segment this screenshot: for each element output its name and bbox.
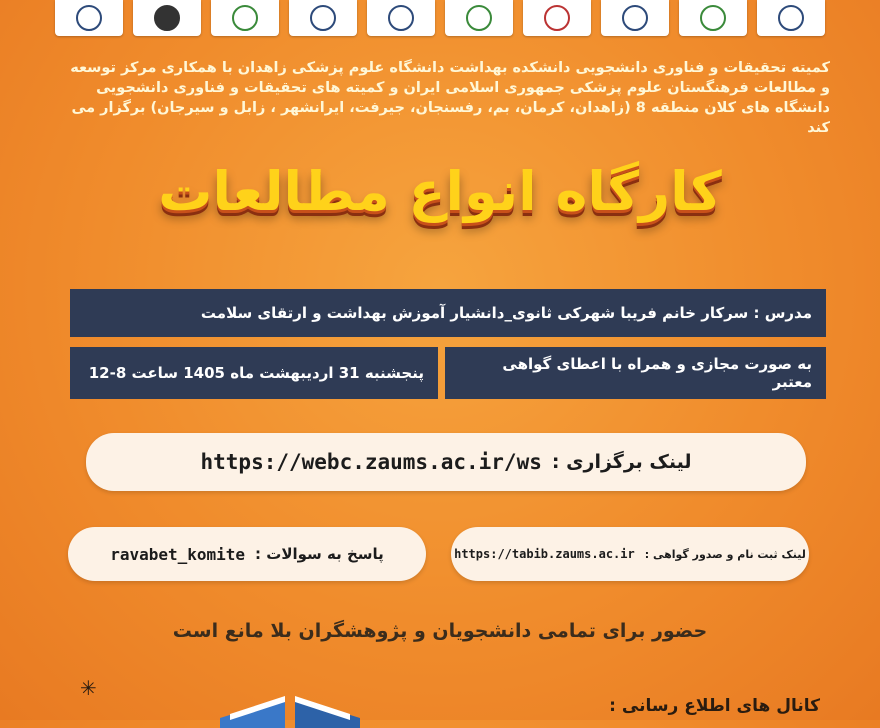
sponsor-logo (55, 0, 123, 36)
sponsor-logo (445, 0, 513, 36)
mode-bar (445, 347, 826, 399)
sparkle-icon: ✳ (80, 676, 97, 700)
logo-strip (0, 0, 880, 44)
sponsor-logo (757, 0, 825, 36)
instructor-bar (70, 289, 826, 337)
presence-note: حضور برای تمامی دانشجویان و پژوهشگران بلا مانع است (172, 620, 708, 642)
sponsor-logo (367, 0, 435, 36)
book-icon (210, 668, 370, 728)
intro-text (50, 58, 830, 138)
questions-label: پاسخ به سوالات : (255, 545, 384, 563)
sponsor-logo (211, 0, 279, 36)
session-link-url[interactable]: https://webc.zaums.ac.ir/ws (200, 450, 542, 474)
sponsor-logo (679, 0, 747, 36)
sponsor-logo (523, 0, 591, 36)
sponsor-logo (133, 0, 201, 36)
intro-line: دانشگاه های کلان منطقه 8 (زاهدان، کرمان، بم، رفسنجان، جیرفت، ایرانشهر ، زابل و سیرجان) برگزار می کند (71, 100, 830, 136)
registration-link-url[interactable]: https://tabib.zaums.ac.ir (454, 547, 635, 561)
intro-line: و مطالعات فرهنگستان علوم پزشکی جمهوری اسلامی ایران و کمیته های تحقیقات و فناوری دانشجویی (96, 80, 830, 96)
instructor-text: مدرس : سرکار خانم فریبا شهرکی ثانوی_دانشیار آموزش بهداشت و ارتقای سلامت (200, 304, 812, 322)
mode-text: به صورت مجازی و همراه با اعطای گواهی معتبر (502, 355, 812, 391)
session-link-label: لینک برگزاری : (551, 451, 692, 473)
session-link-pill[interactable] (86, 433, 806, 491)
registration-link-label: لینک ثبت نام و صدور گواهی : (644, 547, 806, 561)
registration-link-pill[interactable] (451, 527, 809, 581)
channels-label: کانال های اطلاع رسانی : (609, 696, 820, 716)
questions-handle[interactable]: ravabet_komite (110, 544, 246, 564)
questions-pill[interactable] (68, 527, 426, 581)
date-text: پنجشنبه 31 اردیبهشت ماه 1405 ساعت 8-12 (88, 364, 424, 382)
intro-line: کمیته تحقیقات و فناوری دانشجویی دانشکده بهداشت دانشگاه علوم پزشکی زاهدان با همکاری مرکز توسعه (70, 60, 830, 76)
sponsor-logo (289, 0, 357, 36)
date-bar (70, 347, 438, 399)
sponsor-logo (601, 0, 669, 36)
workshop-title: کارگاه انواع مطالعات (158, 160, 722, 223)
